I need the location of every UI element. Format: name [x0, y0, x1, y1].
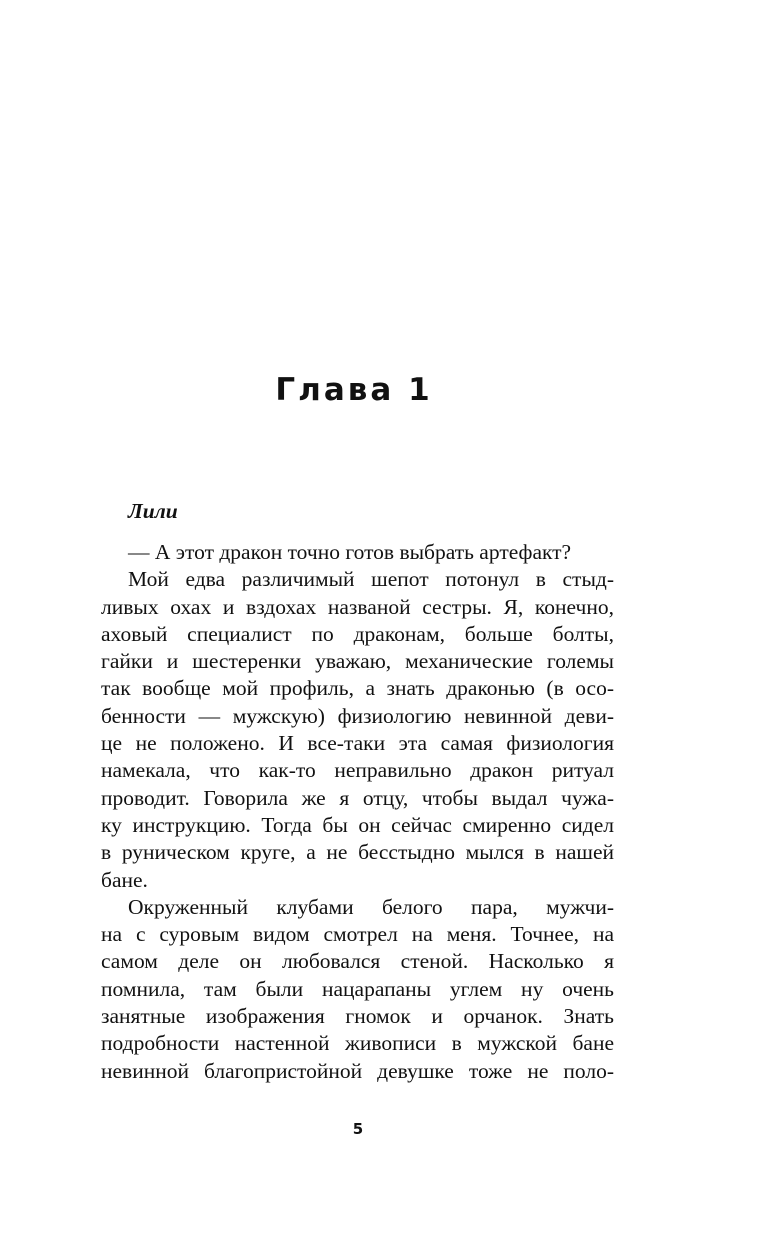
text-line: — А этот дракон точно готов выбрать артефакт?	[128, 540, 572, 564]
chapter-title: Глава 1	[275, 372, 433, 408]
text-line: ку инструкцию. Тогда бы он сейчас смиренно сидел	[101, 812, 614, 837]
text-line: Окруженный клубами белого пара, мужчи-	[128, 894, 614, 919]
text-line: помнила, там были нацарапаны углем ну очень	[101, 976, 614, 1001]
text-line: так вообще мой профиль, а знать драконью (в осо-	[101, 676, 614, 701]
text-line: бенности — мужскую) физиологию невинной деви-	[101, 703, 614, 728]
paragraph	[101, 539, 614, 566]
text-line: намекала, что как-то неправильно дракон ритуал	[101, 758, 614, 783]
text-line: аховый специалист по драконам, больше болты,	[101, 621, 614, 646]
text-line: подробности настенной живописи в мужской бане	[101, 1031, 614, 1056]
paragraph	[101, 566, 614, 894]
text-line: самом деле он любовался стеной. Насколько я	[101, 949, 614, 974]
text-line: проводит. Говорила же я отцу, чтобы выдал чужа-	[101, 785, 614, 810]
speaker-name: Лили	[128, 499, 178, 523]
text-line: занятные изображения гномок и орчанок. Знать	[101, 1004, 614, 1029]
page-number: 5	[352, 1120, 364, 1138]
text-line: невинной благопристойной девушке тоже не поло-	[101, 1058, 614, 1083]
text-line: це не положено. И все-таки эта самая физиология	[101, 731, 614, 756]
text-line: в руническом круге, а не бесстыдно мылся в нашей	[101, 840, 614, 865]
text-line: Мой едва различимый шепот потонул в стыд-	[128, 567, 614, 592]
text-line: ливых охах и вздохах названой сестры. Я, конечно,	[101, 594, 614, 619]
chapter-body	[101, 498, 614, 1085]
text-line: на с суровым видом смотрел на меня. Точнее, на	[101, 922, 614, 947]
paragraph	[101, 894, 614, 1085]
text-line: бане.	[101, 867, 148, 892]
text-line: гайки и шестеренки уважаю, механические големы	[101, 649, 614, 674]
